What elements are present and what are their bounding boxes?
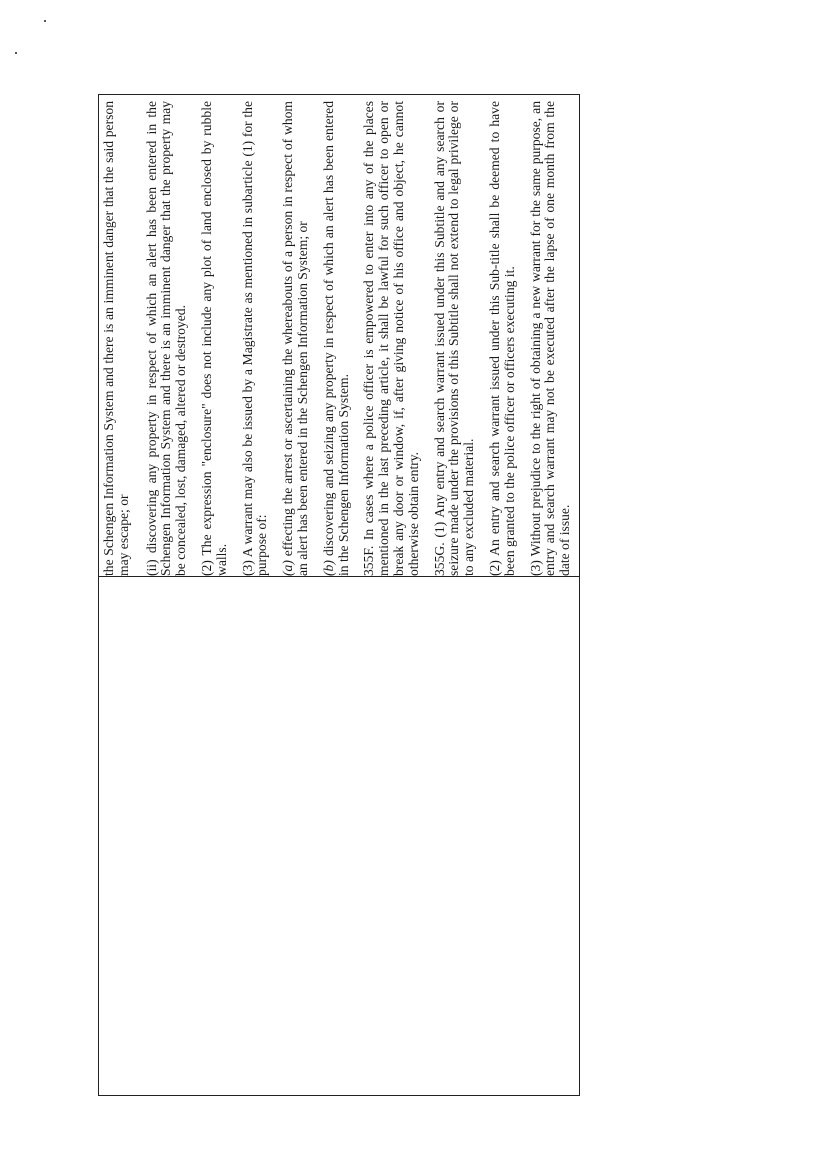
- item-label: (a): [280, 560, 296, 576]
- item-text: discovering and seizing any property in respect of which an alert has been entered in the Schengen Information System.: [320, 101, 351, 576]
- body-text: [102, 101, 579, 576]
- item-label: (b): [320, 560, 336, 576]
- paragraph: (2) The expression "enclosure" does not include any plot of land enclosed by rubble walls.: [198, 101, 229, 576]
- paragraph: the Schengen Information System and there is an imminent danger that the said person may escape; or: [101, 101, 131, 576]
- rotated-text-column: [102, 99, 577, 576]
- paragraph: [322, 101, 352, 576]
- paragraph: 355G. (1) Any entry and search warrant issued under this Subtitle and any search or seizure made under the provisions of this Subtitle shall not extend to legal privilege or to any excluded material.: [431, 101, 477, 576]
- scan-speck: [15, 52, 17, 54]
- paragraph: [281, 101, 311, 576]
- paragraph: (3) Without prejudice to the right of obtaining a new warrant for the same purpose, an entry and search warrant may not be executed after the lapse of one month from the date of issue.: [527, 101, 573, 576]
- paragraph: (3) A warrant may also be issued by a Magistrate as mentioned in subarticle (1) for the purpose of:: [239, 101, 270, 576]
- scan-speck: [44, 20, 46, 22]
- paragraph: (ii) discovering any property in respect of which an alert has been entered in the Schengen Information System and there is an imminent danger that the property may be concealed, lost, damaged, altered or destroyed.: [143, 101, 189, 576]
- item-text: effecting the arrest or ascertaining the whereabouts of a person in respect of whom an alert has been entered in the Schengen Information System; or: [280, 101, 310, 576]
- column-divider: [98, 576, 580, 577]
- paragraph: 355F. In cases where a police officer is empowered to enter into any of the places mentioned in the last preceding article, it shall be lawful for such officer to open or break any door or window, if, after giving notice of his office and object, he cannot otherwise obtain entry.: [361, 101, 421, 576]
- paragraph: (2) An entry and search warrant issued under this Sub-title shall be deemed to have been granted to the police officer or officers executing it.: [486, 101, 517, 576]
